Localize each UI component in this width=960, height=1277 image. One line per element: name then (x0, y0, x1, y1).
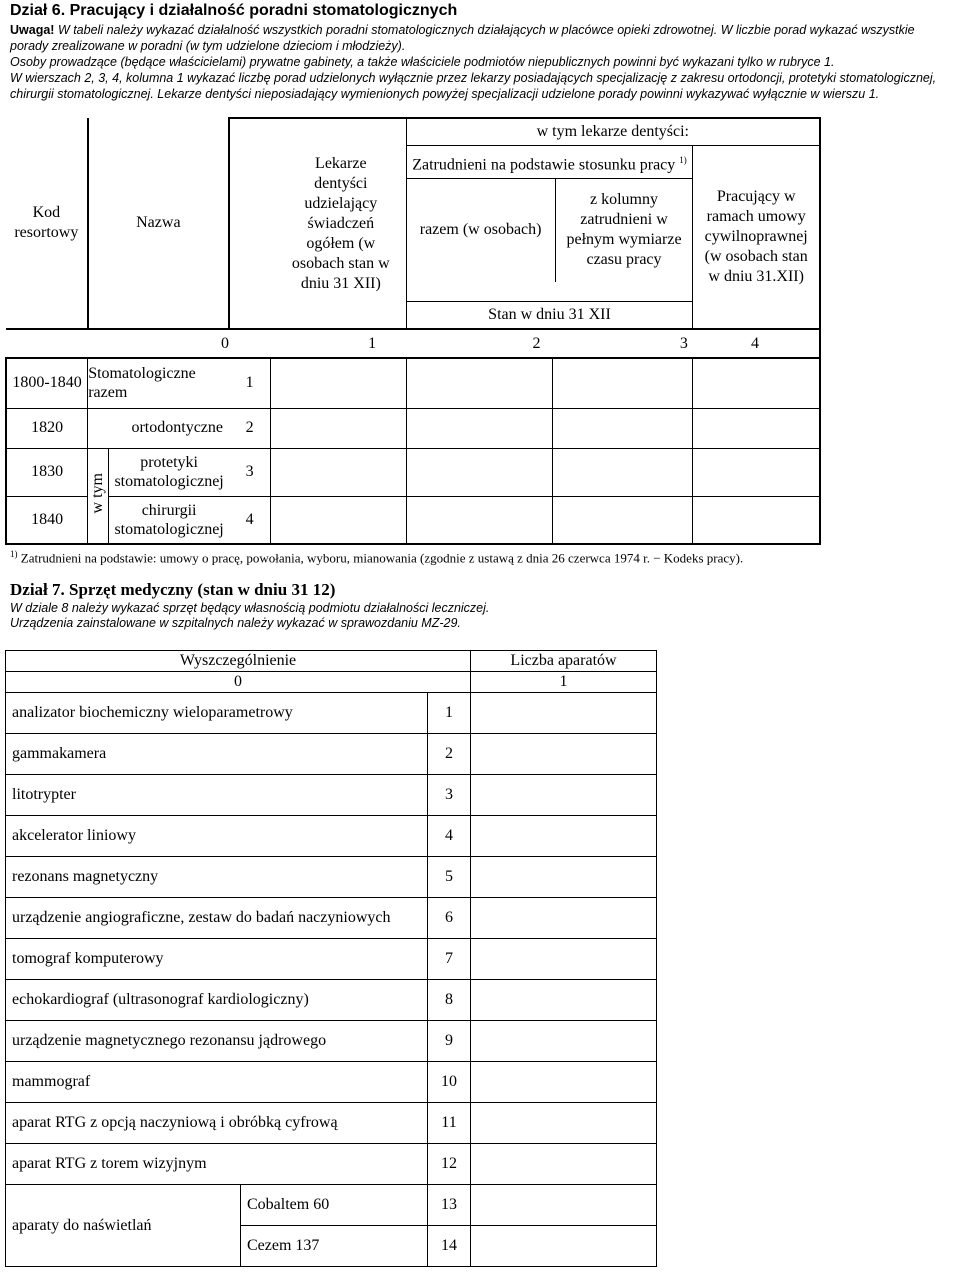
row-cell[interactable] (271, 408, 406, 448)
section6-note-2: Osoby prowadzące (będące właścicielami) prywatne gabinety, a także właściciele podmiotów niepublicznych powinni być wykazani tylko w rubryce 1. (10, 55, 835, 69)
row-value[interactable] (471, 1226, 657, 1267)
table-row (6, 408, 820, 448)
row-nr: 8 (428, 980, 471, 1021)
row-kod: 1800-1840 (6, 358, 88, 408)
section6-title: Dział 6. Pracujący i działalność poradni stomatologicznych (10, 2, 458, 19)
header-zatrudnieni-sup: 1) (679, 154, 687, 165)
row-name: urządzenie magnetycznego rezonansu jądrowego (6, 1021, 428, 1062)
row-name: Cezem 137 (241, 1226, 428, 1267)
table-row (6, 358, 820, 408)
row-kod: 1820 (6, 408, 88, 448)
row-nr: 13 (428, 1185, 471, 1226)
row-cell[interactable] (553, 496, 693, 544)
row-nazwa: ortodontyczne (88, 408, 229, 448)
section7-table (5, 650, 657, 1267)
row-nr: 7 (428, 939, 471, 980)
row-name: mammograf (6, 1062, 428, 1103)
col-number-0: 0 (6, 329, 229, 358)
note-warning: Uwaga! (10, 23, 55, 37)
w-tym-label (88, 448, 109, 544)
header-wyszczegolnienie: Wyszczególnienie (6, 651, 471, 672)
row-nr: 9 (428, 1021, 471, 1062)
row-name: rezonans magnetyczny (6, 857, 428, 898)
table-row (6, 816, 657, 857)
table-row (6, 734, 657, 775)
row-name: aparat RTG z opcją naczyniową i obróbką cyfrową (6, 1103, 428, 1144)
col-number-0: 0 (6, 672, 471, 693)
table-row (6, 980, 657, 1021)
footnote-mark: 1) (10, 549, 18, 559)
row-nr: 10 (428, 1062, 471, 1103)
table-row (6, 939, 657, 980)
row-cell[interactable] (271, 496, 406, 544)
row-cell[interactable] (553, 358, 693, 408)
row-nazwa: protetyki stomatologicznej (109, 448, 229, 496)
row-nr: 6 (428, 898, 471, 939)
row-nr: 11 (428, 1103, 471, 1144)
header-nazwa: Nazwa (88, 118, 229, 329)
row-name: aparat RTG z torem wizyjnym (6, 1144, 428, 1185)
row-kod: 1830 (6, 448, 88, 496)
header-umowa: Pracujący w ramach umowy cywilnoprawnej (w osobach stan w dniu 31.XII) (693, 145, 820, 329)
row-cell[interactable] (271, 448, 406, 496)
row-cell[interactable] (693, 496, 820, 544)
row-nr: 12 (428, 1144, 471, 1185)
row-nazwa: chirurgii stomatologicznej (109, 496, 229, 544)
table-row (6, 857, 657, 898)
table-row (6, 496, 820, 544)
row-name: litotrypter (6, 775, 428, 816)
row-nazwa: Stomatologiczne razem (88, 358, 229, 408)
row-value[interactable] (471, 939, 657, 980)
row-nr: 4 (229, 496, 271, 544)
row-nr: 4 (428, 816, 471, 857)
row-name: urządzenie angiograficzne, zestaw do badań naczyniowych (6, 898, 428, 939)
header-w-tym: w tym lekarze dentyści: (406, 118, 820, 145)
row-name: analizator biochemiczny wieloparametrowy (6, 693, 428, 734)
row-cell[interactable] (553, 448, 693, 496)
row-value[interactable] (471, 1103, 657, 1144)
row-nr: 1 (428, 693, 471, 734)
table-row (6, 693, 657, 734)
section7-note-1: W dziale 8 należy wykazać sprzęt będący własnością podmiotu działalności leczniczej. (10, 601, 490, 615)
row-value[interactable] (471, 734, 657, 775)
row-nr: 3 (229, 448, 271, 496)
row-nr: 1 (229, 358, 271, 408)
row-value[interactable] (471, 1021, 657, 1062)
table-row (6, 448, 820, 496)
row-cell[interactable] (693, 448, 820, 496)
row-value[interactable] (471, 816, 657, 857)
row-cell[interactable] (553, 408, 693, 448)
w-tym-text: w tym (89, 472, 107, 513)
col-number-3: 3 (553, 329, 693, 358)
row-value[interactable] (471, 980, 657, 1021)
row-value[interactable] (471, 1185, 657, 1226)
col-number-4: 4 (693, 329, 820, 358)
section6-note-3: W wierszach 2, 3, 4, kolumna 1 wykazać liczbę porad udzielonych wyłącznie przez lekarzy posiadających specjalizację z zakresu ortodoncji, protetyki stomatologicznej, chirurgii stomatologicznej. Lekarze dentyści nieposiadający wymienionych powyżej specjalizacji udzielone porady powinni wykazywać wyłącznie w wierszu 1. (10, 71, 937, 101)
section6-note-1 (10, 22, 955, 54)
col-number-1: 1 (471, 672, 657, 693)
note-1-text: W tabeli należy wykazać działalność wszystkich poradni stomatologicznych działających w placówce opieki zdrowotnej. W liczbie porad wykazać wszystkie porady zrealizowane w poradni (w tym udzielone dzieciom i młodzieży). (10, 23, 915, 53)
header-stan: Stan w dniu 31 XII (406, 301, 693, 329)
row-cell[interactable] (693, 408, 820, 448)
footnote (10, 549, 743, 566)
header-z-kolumny: z kolumny zatrudnieni w pełnym wymiarze czasu pracy (566, 191, 682, 269)
header-zatrudnieni: Zatrudnieni na podstawie stosunku pracy (412, 155, 676, 173)
row-nr: 14 (428, 1226, 471, 1267)
row-cell[interactable] (406, 496, 552, 544)
col-number-2: 2 (406, 329, 552, 358)
section7-title: Dział 7. Sprzęt medyczny (stan w dniu 31 12) (10, 580, 336, 599)
row-cell[interactable] (271, 358, 406, 408)
row-name: echokardiograf (ultrasonograf kardiologiczny) (6, 980, 428, 1021)
header-liczba: Liczba aparatów (471, 651, 657, 672)
row-name: Cobaltem 60 (241, 1185, 428, 1226)
row-cell[interactable] (406, 448, 552, 496)
row-nr: 3 (428, 775, 471, 816)
row-value[interactable] (471, 898, 657, 939)
row-value[interactable] (471, 775, 657, 816)
row-value[interactable] (471, 693, 657, 734)
section6-table (5, 117, 821, 545)
row-cell[interactable] (693, 358, 820, 408)
row-value[interactable] (471, 857, 657, 898)
section7-note-2: Urządzenia zainstalowane w szpitalnych należy wykazać w sprawozdaniu MZ-29. (10, 616, 461, 630)
table-row (6, 1185, 657, 1226)
row-kod: 1840 (6, 496, 88, 544)
row-name: gammakamera (6, 734, 428, 775)
header-razem: razem (w osobach) (407, 179, 556, 282)
table-row (6, 1144, 657, 1185)
row-value[interactable] (471, 1062, 657, 1103)
col-number-1: 1 (229, 329, 406, 358)
table-row (6, 1103, 657, 1144)
header-zatrudnieni-group (406, 145, 693, 301)
row-name: tomograf komputerowy (6, 939, 428, 980)
table-row (6, 1021, 657, 1062)
table-row (6, 898, 657, 939)
table-row (6, 1062, 657, 1103)
row-cell[interactable] (406, 358, 552, 408)
header-lekarze: Lekarze dentyści udzielający świadczeń ogółem (w osobach stan w dniu 31 XII) (229, 118, 406, 329)
row-nr: 2 (428, 734, 471, 775)
header-kod: Kod resortowy (6, 118, 88, 329)
table-row (6, 775, 657, 816)
row-cell[interactable] (406, 408, 552, 448)
row-nr: 2 (229, 408, 271, 448)
row-nr: 5 (428, 857, 471, 898)
row-name: akcelerator liniowy (6, 816, 428, 857)
naswietlan-label: aparaty do naświetlań (6, 1185, 241, 1267)
footnote-text: Zatrudnieni na podstawie: umowy o pracę, powołania, wyboru, mianowania (zgodnie z ustawą z dnia 26 czerwca 1974 r. − Kodeks pracy). (20, 550, 744, 566)
row-value[interactable] (471, 1144, 657, 1185)
